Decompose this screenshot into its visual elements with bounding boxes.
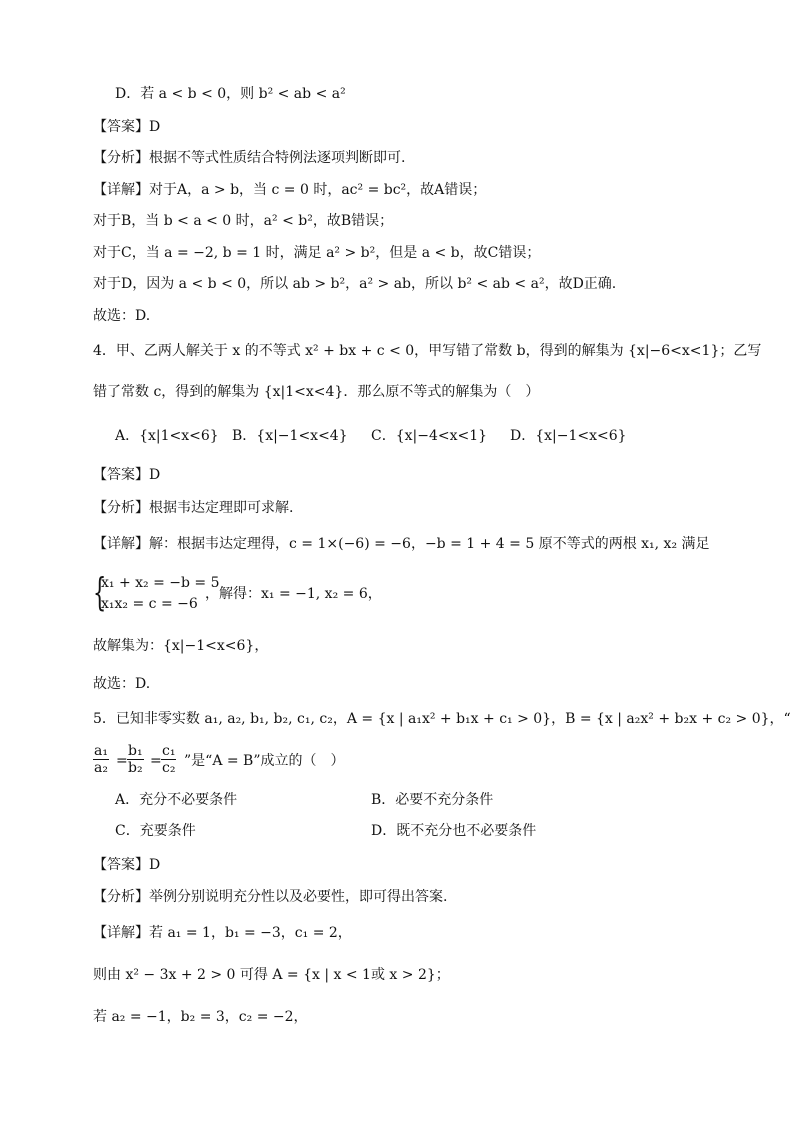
q3-answer: 【答案】D (93, 119, 161, 135)
q4-detail-1: 【详解】解：根据韦达定理得，c = 1×(−6) = −6，−b = 1 + 4 = 5 原不等式的两根 x₁, x₂ 满足 (93, 536, 710, 552)
system-brace: { (93, 570, 107, 614)
fraction-numerator: c₁ (162, 743, 176, 759)
q4-answer: 【答案】D (93, 467, 161, 483)
q3-detail-3: 对于C，当 a = −2, b = 1 时，满足 a² > b²，但是 a < b，故C错误； (93, 245, 541, 261)
fraction-numerator: b₁ (128, 743, 143, 759)
equals-sign: = (150, 753, 162, 769)
q5-detail-2: 则由 x² − 3x + 2 > 0 可得 A = {x | x < 1或 x > 2}； (93, 967, 450, 983)
fraction-denominator: c₂ (162, 760, 176, 776)
q3-detail-1: 【详解】对于A，a > b，当 c = 0 时，ac² = bc²，故A错误； (93, 182, 487, 198)
q5-detail-3: 若 a₂ = −1，b₂ = 3，c₂ = −2， (93, 1009, 308, 1025)
q5-option-c: C．充要条件 (115, 823, 196, 839)
q5-option-d: D．既不充分也不必要条件 (371, 823, 537, 839)
q4-stem-line-1: 4．甲、乙两人解关于 x 的不等式 x² + bx + c < 0，甲写错了常数 b，得到的解集为 {x|−6<x<1}；乙写 (93, 343, 762, 359)
q4-option-c: C．{x|−4<x<1} (371, 428, 488, 444)
q3-detail-4: 对于D，因为 a < b < 0，所以 ab > b²，a² > ab，所以 b² < ab < a²，故D正确. (93, 276, 617, 292)
q5-option-b: B．必要不充分条件 (371, 792, 494, 808)
q4-choice: 故选：D. (93, 676, 151, 692)
q4-option-b: B．{x|−1<x<4} (232, 428, 348, 444)
q5-detail-1: 【详解】若 a₁ = 1，b₁ = −3，c₁ = 2， (93, 925, 352, 941)
equals-sign: = (116, 753, 128, 769)
q5-analysis: 【分析】举例分别说明充分性以及必要性，即可得出答案. (93, 889, 448, 905)
fraction-denominator: b₂ (128, 760, 143, 776)
q5-fraction-a (93, 743, 109, 776)
q5-option-a: A．充分不必要条件 (115, 792, 238, 808)
q3-analysis: 【分析】根据不等式性质结合特例法逐项判断即可. (93, 150, 406, 166)
q3-choice: 故选：D. (93, 308, 151, 324)
q4-system-eq-2: x₁x₂ = c = −6 (101, 596, 198, 612)
q4-system-result: ，解得：x₁ = −1, x₂ = 6， (205, 586, 382, 602)
q5-fraction-b (127, 743, 144, 776)
fraction-numerator: a₁ (94, 743, 108, 759)
fraction-denominator: a₂ (94, 760, 108, 776)
q4-solution-set: 故解集为：{x|−1<x<6}， (93, 638, 269, 654)
q4-analysis: 【分析】根据韦达定理即可求解. (93, 500, 294, 516)
q5-answer: 【答案】D (93, 857, 161, 873)
q5-stem-line-2: ”是“A = B”成立的（ ） (184, 753, 345, 769)
q3-option-d: D．若 a < b < 0，则 b² < ab < a² (115, 86, 346, 102)
q4-option-d: D．{x|−1<x<6} (510, 428, 627, 444)
q4-system-eq-1: x₁ + x₂ = −b = 5 (101, 575, 220, 591)
q5-stem-line-1: 5．已知非零实数 a₁, a₂, b₁, b₂, c₁, c₂，A = {x | a₁x² + b₁x + c₁ > 0}，B = {x | a₂x² + b₂x + c₂ > 0}，“ (93, 711, 791, 727)
q4-option-a: A．{x|1<x<6} (115, 428, 219, 444)
q4-stem-line-2: 错了常数 c，得到的解集为 {x|1<x<4}．那么原不等式的解集为（ ） (93, 384, 540, 400)
q5-fraction-c (161, 743, 176, 776)
q3-detail-2: 对于B，当 b < a < 0 时，a² < b²，故B错误； (93, 213, 394, 229)
